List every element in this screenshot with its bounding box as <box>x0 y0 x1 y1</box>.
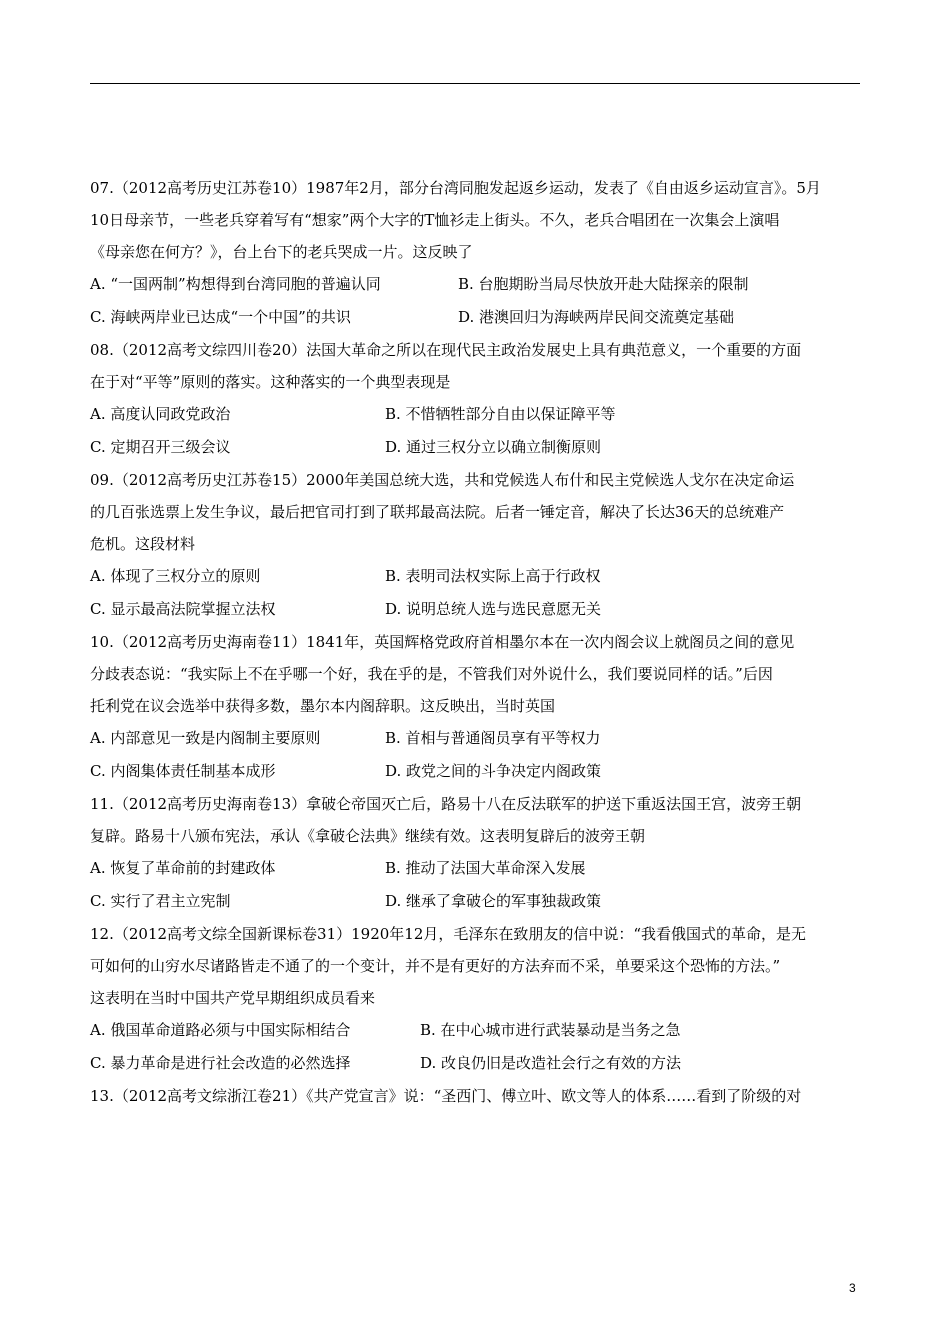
option-row <box>90 1014 862 1047</box>
question-text-line: 09.（2012高考历史江苏卷15）2000年美国总统大选，共和党候选人布什和民主党候选人戈尔在决定命运 <box>90 471 795 489</box>
option-b: B. 台胞期盼当局尽快放开赴大陆探亲的限制 <box>458 275 749 293</box>
option-a: A. 高度认同政党政治 <box>90 405 231 423</box>
option-c: C. 显示最高法院掌握立法权 <box>90 600 276 618</box>
option-c: C. 定期召开三级会议 <box>90 438 231 456</box>
option-b: B. 首相与普通阁员享有平等权力 <box>385 729 601 747</box>
option-d: D. 港澳回归为海峡两岸民间交流奠定基础 <box>458 308 735 326</box>
question-text-line: 《母亲您在何方？》，台上台下的老兵哭成一片。这反映了 <box>90 243 473 261</box>
question-text-line: 这表明在当时中国共产党早期组织成员看来 <box>90 989 376 1007</box>
option-c: C. 实行了君主立宪制 <box>90 892 231 910</box>
question-list <box>90 172 862 1112</box>
option-a: A. 恢复了革命前的封建政体 <box>90 859 276 877</box>
option-c: C. 海峡两岸业已达成“一个中国”的共识 <box>90 308 351 326</box>
option-c: C. 暴力革命是进行社会改造的必然选择 <box>90 1054 351 1072</box>
option-d: D. 政党之间的斗争决定内阁政策 <box>385 762 602 780</box>
question-12 <box>90 918 862 1080</box>
question-text-line: 11.（2012高考历史海南卷13）拿破仑帝国灭亡后，路易十八在反法联军的护送下重返法国王宫，波旁王朝 <box>90 795 802 813</box>
question-text-line: 10.（2012高考历史海南卷11）1841年，英国辉格党政府首相墨尔本在一次内阁会议上就阁员之间的意见 <box>90 633 795 651</box>
option-d: D. 继承了拿破仑的军事独裁政策 <box>385 892 602 910</box>
question-text-line: 可如何的山穷水尽诸路皆走不通了的一个变计，并不是有更好的方法弃而不采，单要采这个恐怖的方法。” <box>90 957 781 975</box>
question-text-line: 复辟。路易十八颁布宪法，承认《拿破仑法典》继续有效。这表明复辟后的波旁王朝 <box>90 827 646 845</box>
option-row <box>90 268 862 301</box>
option-d: D. 改良仍旧是改造社会行之有效的方法 <box>420 1054 682 1072</box>
question-text-line: 的几百张选票上发生争议，最后把官司打到了联邦最高法院。后者一锤定音，解决了长达36天的总统难产 <box>90 503 785 521</box>
question-text-line: 分歧表态说：“我实际上不在乎哪一个好，我在乎的是，不管我们对外说什么，我们要说同样的话。”后因 <box>90 665 773 683</box>
question-10 <box>90 626 862 788</box>
question-13 <box>90 1080 862 1112</box>
option-row <box>90 593 862 626</box>
option-row <box>90 852 862 885</box>
question-09 <box>90 464 862 626</box>
option-a: A. 体现了三权分立的原则 <box>90 567 261 585</box>
option-row <box>90 560 862 593</box>
option-row <box>90 431 862 464</box>
option-b: B. 推动了法国大革命深入发展 <box>385 859 586 877</box>
option-b: B. 表明司法权实际上高于行政权 <box>385 567 601 585</box>
header-rule <box>90 83 860 84</box>
option-row <box>90 885 862 918</box>
option-row <box>90 722 862 755</box>
option-d: D. 说明总统人选与选民意愿无关 <box>385 600 602 618</box>
question-11 <box>90 788 862 918</box>
question-text-line: 12.（2012高考文综全国新课标卷31）1920年12月，毛泽东在致朋友的信中说：“我看俄国式的革命，是无 <box>90 925 807 943</box>
question-08 <box>90 334 862 464</box>
option-a: A. “一国两制”构想得到台湾同胞的普遍认同 <box>90 275 381 293</box>
question-text-line: 危机。这段材料 <box>90 535 196 553</box>
question-text-line: 07.（2012高考历史江苏卷10）1987年2月，部分台湾同胞发起返乡运动，发表了《自由返乡运动宣言》。5月 <box>90 179 821 197</box>
question-text-line: 托利党在议会选举中获得多数，墨尔本内阁辞职。这反映出，当时英国 <box>90 697 556 715</box>
question-07 <box>90 172 862 334</box>
option-b: B. 不惜牺牲部分自由以保证障平等 <box>385 405 616 423</box>
option-d: D. 通过三权分立以确立制衡原则 <box>385 438 602 456</box>
question-text-line: 在于对“平等”原则的落实。这种落实的一个典型表现是 <box>90 373 451 391</box>
option-row <box>90 301 862 334</box>
page-number: 3 <box>849 1281 856 1295</box>
option-b: B. 在中心城市进行武装暴动是当务之急 <box>420 1021 681 1039</box>
question-text-line: 10日母亲节，一些老兵穿着写有“想家”两个大字的T恤衫走上街头。不久，老兵合唱团在一次集会上演唱 <box>90 211 780 229</box>
question-text-line: 08.（2012高考文综四川卷20）法国大革命之所以在现代民主政治发展史上具有典范意义，一个重要的方面 <box>90 341 802 359</box>
question-text-line: 13.（2012高考文综浙江卷21）《共产党宣言》说：“圣西门、傅立叶、欧文等人的体系……看到了阶级的对 <box>90 1087 802 1105</box>
option-c: C. 内阁集体责任制基本成形 <box>90 762 276 780</box>
option-row <box>90 398 862 431</box>
option-a: A. 俄国革命道路必须与中国实际相结合 <box>90 1021 351 1039</box>
option-a: A. 内部意见一致是内阁制主要原则 <box>90 729 321 747</box>
option-row <box>90 1047 862 1080</box>
option-row <box>90 755 862 788</box>
